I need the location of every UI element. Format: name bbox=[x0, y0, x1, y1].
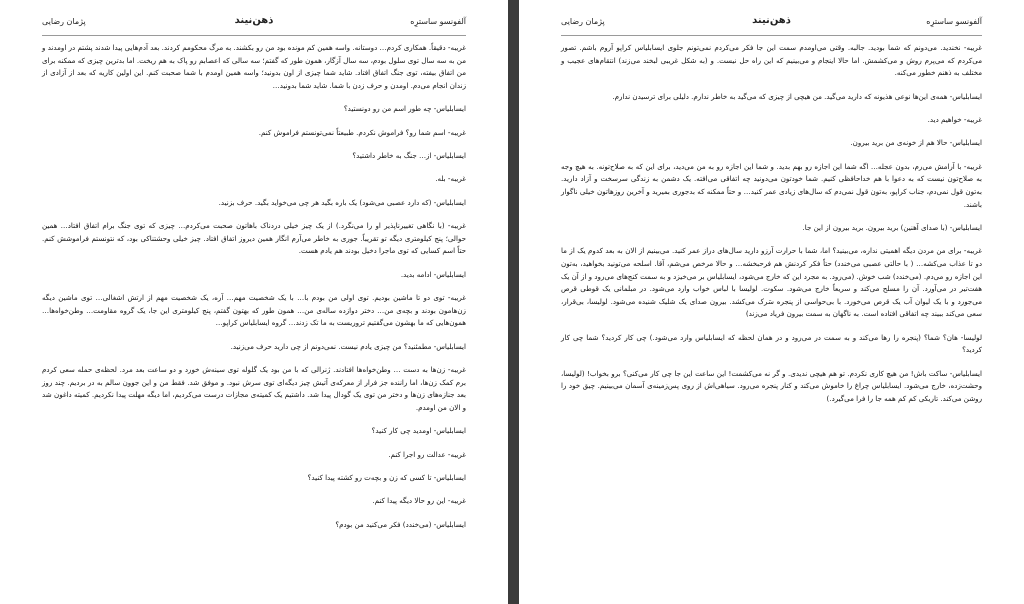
paragraph: ایسابلیاس- مطمئنید؟ من چیزی یادم نیست. نمی‌دونم از چی دارید حرف می‌زنید. bbox=[230, 341, 466, 351]
paragraph: ایسابلیاس- ساکت باش! من هیچ کاری نکردم. تو هم هیچی ندیدی. و گر نه می‌کشمت! این ساعت این جا چی کار می‌کنی؟ برو بخواب! (لولیسا، وحشت‌زده، خارج می‌شود. ایسابلیاس چراغ را خاموش می‌کند و کنار پنجره می‌رود. سیاهی‌اش از روی پس‌زمینه‌ی آسمان می‌بینیم. چیق خود را روشن می‌کند. تاریکی کم کم همه جا را فرا می‌گیرد.) bbox=[561, 368, 982, 403]
paragraph: غریبه- این رو حالا دیگه پیدا کنم. bbox=[372, 496, 466, 506]
paragraph: غریبه- (با نگاهی تغییرناپذیر او را می‌نگرد.) از یک چیز خیلی دردناک باهاتون صحبت می‌کردم… چیزی که توی جنگ برام اتفاق افتاد… همین حوالی؛ پنج کیلومتری دیگه تو تقریباً. جوری به خاطر می‌آرم انگار همین دیروز اتفاق افتاد. چیز خیلی وحشتناکی بود، که نتونستم فراموشش کنم. حتاً اسم کسایی که توی ماجرا دخیل بودند هم یادم هست. bbox=[42, 221, 466, 256]
header-translator: پژمان رضایی bbox=[561, 17, 605, 26]
paragraph: غریبه- خواهیم دید. bbox=[927, 114, 982, 124]
paragraph: ایسابلیاس- ادامه بدید. bbox=[400, 269, 466, 279]
page-body bbox=[561, 42, 982, 604]
header-logo: ذهن‌نیند bbox=[234, 15, 274, 26]
paragraph: ایسابلیاس- (با صدای آهنین) برید بیرون. برید بیرون از این جا. bbox=[802, 222, 982, 232]
paragraph: غریبه- اسم شما رو؟ فراموش نکردم. طبیعتاً نمی‌تونستم فراموش کنم. bbox=[258, 127, 466, 137]
paragraph: غریبه- با آرامش می‌رم، بدون عجله… اگه شما این اجازه رو بهم بدید. و شما این اجازه رو به من می‌دید، برای این که به صلاح‌تونه. به هیچ وجه به صلاح‌تون نیست که به دعوا با هم خداحافظی کنیم. شما خودتون می‌دونید چه اتفاقی می‌افته. یک دشمن به زندگی سرسخت و آزاد دارید. به‌تون قول نمی‌دم، جناب کراپو، به‌تون قول نمی‌دم که سال‌های زیادی عمر کنید… و حتاً ممکنه که بدجوری بمیرید و آخرین روزهاتون خیلی ناگوار باشند. bbox=[561, 161, 982, 209]
paragraph: ایسابلیاس- تا کسی که زن و بچه‌ت رو کشته پیدا کنید؟ bbox=[307, 473, 466, 483]
paragraph: غریبه- نخندید. می‌دونم که شما بودید. جالبه. وقتی می‌اومدم سمت این جا فکر می‌کردم نمی‌تونم جلوی ایسابلیاس کراپو آروم باشم. تصور می‌کردم که می‌پرم روش و می‌کشمش. اما حالا اینجام و می‌بینیم که این راه حل نیست. و (به شکل غریبی لبخند می‌زند) انتقام‌های عجیب و مختلف به ذهنم خطور می‌کنه. bbox=[561, 43, 982, 78]
page-header bbox=[42, 15, 466, 31]
left-page bbox=[0, 0, 508, 604]
header-divider bbox=[42, 35, 466, 36]
paragraph: غریبه- عدالت رو اجرا کنم. bbox=[388, 449, 466, 459]
header-logo: ذهن‌نیند bbox=[752, 15, 791, 26]
paragraph: ایسابلیاس- (که دارد عصبی می‌شود) یک باره بگید هر چی می‌خواید بگید. حرف بزنید. bbox=[218, 197, 466, 207]
paragraph: غریبه- بله. bbox=[435, 174, 466, 184]
paragraph: ایسابلیاس- اومدید چی کار کنید؟ bbox=[371, 426, 466, 436]
header-author: آلفونسو ساسترِه bbox=[410, 17, 466, 26]
paragraph: ایسابلیاس- حالا هم از خونه‌ی من برید بیرون. bbox=[850, 138, 982, 148]
paragraph: غریبه- توی دو تا ماشین بودیم. توی اولی من بودم با… با یک شخصیت مهم… آره، یک شخصیت مهم از ارتش اشغالی… توی ماشین دیگه زن‌هامون بودند و بچه‌ی من… دختر دوازده ساله‌ی من… همون طور که بهتون گفتم، پنج کیلومتری این جا، یک گروه مقاومت… وطن‌خواه‌ها… همون‌هایی که ما بهشون می‌گفتیم تروریست به ما تک زدند… گروه ایسابلیاس کراپو… bbox=[42, 293, 466, 328]
header-author: آلفونسو ساسترِه bbox=[926, 17, 982, 26]
paragraph: ایسابلیاس- از… جنگ به خاطر داشتید؟ bbox=[352, 150, 466, 160]
header-divider bbox=[561, 35, 982, 36]
paragraph: غریبه- برای من مردن دیگه اهمیتی نداره، می‌بینید؟ اما، شما با حرارت آرزو دارید سال‌های دراز عمر کنید. می‌بینیم از الان به بعد کدوم یک از ما دو تا عذاب می‌کشه… ( با حالتی عصبی می‌خندد) حتاً فکر کردنش هم فرحبخشه… و حالا مرخص می‌شم، آقا. اسلحه می‌تونید بخواهید، به‌تون این اجازه رو می‌دم. (می‌خندد) شب خوش. (می‌رود. به مجرد این که خارج می‌شود، ایسابلیاس بر می‌خیزد و به سمت کنج‌های می‌رود و از آن یک هفت‌تیر در می‌آورد. آن را مسلح می‌کند و سریعاً خارج می‌شود. سکوت. لولیسا با لباس خواب وارد می‌شود. در مبلمانی یک قوطی قرص می‌جورد و با یک لیوان آب یک قرص می‌خورد. با بی‌حواسی از پنجره سَرک می‌کشد. بیرون صدای یک شلیک شنیده می‌شود. لولیسا، بی‌قرار، سعی می‌کند ببیند چه اتفاقی افتاده است. به ناگهان به سمت بیرون فریاد می‌زند) bbox=[561, 246, 982, 319]
paragraph: لولیسا- هان؟ شما؟ (پنجره را رها می‌کند و به سمت در می‌رود و در همان لحظه که ایسابلیاس وارد می‌شود.) چی کار کردید؟ شما چی کار کردید؟ bbox=[561, 332, 982, 355]
paragraph: ایسابلیاس- همه‌ی این‌ها نوعی هذیونه که دارید می‌گید. من هیچی از چیزی که می‌گید به خاطر ندارم. دلیلی برای ترسیدن ندارم. bbox=[612, 91, 982, 101]
paragraph: غریبه- زن‌ها به دست … وطن‌خواه‌ها افتادند. ژنرالی که با من بود یک گلوله توی سینه‌ش خورد و دو ساعت بعد مرد. لحظه‌ی حمله سعی کردم برم کمک زن‌ها، اما راننده جز فرار از معرکه‌ی آتیش چیز دیگه‌ای توی سرش نبود. و موفق شد. فقط من و این جوون سالم به در بردیم. چند روز بعد جنازه‌های زن‌ها و دختر من توی یک گودال پیدا شد. داشتیم یک کمیته‌ی مجازات درست می‌کردیم، اما دیگه مهلت پیدا نکردیم. کمیته داغون شد و الان من اومدم. bbox=[42, 365, 466, 412]
paragraph: غریبه- دقیقاً. همکاری کردم… دوستانه. واسه همین کم مونده بود من رو بکشند. به مرگ محکومم کردند. بعد آدم‌هایی پیدا شدند پشتم در اومدند و من به سه سال توی سلول بودم، سه سال آزگار، همون طور که گفتم؛ سه سالی که اعصابم رو پاک به هم ریخت. اما بدترین چیزی که ممکنه برای من اتفاق بیفته، توی جنگ اتفاق افتاد. شاید شما چیزی از اون بدونید؛ واسه همین اومدم با شما صحبت کنم. این اولین کاریه که بعد از آزادی از زندان انجام می‌دم. اومدن و حرف زدن با شما. شاید شما بدونید… bbox=[42, 43, 466, 90]
header-translator: پژمان رضایی bbox=[42, 17, 86, 26]
paragraph: ایسابلیاس- چه طور اسم من رو دونستید؟ bbox=[343, 104, 466, 114]
page-body bbox=[42, 42, 466, 604]
right-page bbox=[519, 0, 1024, 604]
page-header bbox=[561, 15, 982, 31]
paragraph: ایسابلیاس- (می‌خندد) فکر می‌کنید من بودم؟ bbox=[335, 519, 466, 529]
